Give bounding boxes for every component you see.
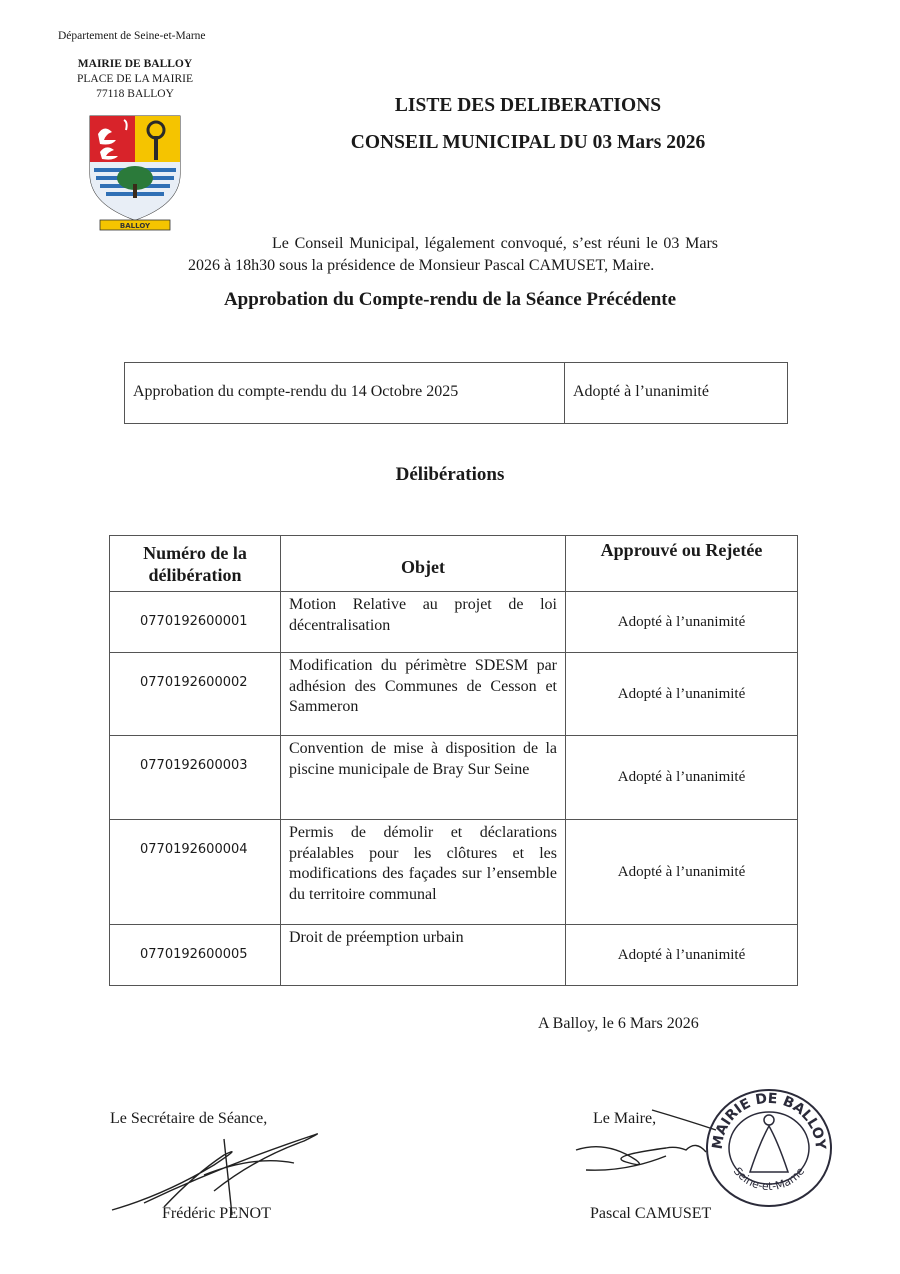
- secretary-name: Frédéric PENOT: [162, 1205, 271, 1222]
- column-header-number: Numéro de la délibération: [110, 536, 281, 592]
- deliberation-object: Modification du périmètre SDESM par adhésion des Communes de Cesson et Sammeron: [281, 653, 566, 736]
- deliberations-heading: Délibérations: [395, 464, 505, 485]
- mairie-name: MAIRIE DE BALLOY: [77, 58, 193, 70]
- svg-text:Seine-et-Marne: [731, 1165, 807, 1193]
- mairie-stamp-icon: [700, 1082, 838, 1212]
- secretary-signature-icon: [104, 1115, 334, 1225]
- deliberation-object: Droit de préemption urbain: [281, 925, 566, 986]
- column-header-result: Approuvé ou Rejetée: [566, 536, 798, 592]
- table-header-row: [110, 536, 798, 592]
- deliberation-result: Adopté à l’unanimité: [566, 925, 798, 986]
- table-row: [110, 820, 798, 925]
- balloy-crest-icon: [86, 112, 186, 234]
- deliberation-result: Adopté à l’unanimité: [566, 820, 798, 925]
- stamp-bottom-text: Seine-et-Marne: [730, 1164, 808, 1194]
- deliberation-number: 0770192600003: [110, 736, 281, 820]
- stamp-top-text: MAIRIE DE BALLOY: [709, 1090, 829, 1151]
- deliberation-object: Motion Relative au projet de loi décentralisation: [281, 592, 566, 653]
- column-header-object: Objet: [281, 536, 566, 592]
- table-row: [110, 736, 798, 820]
- intro-paragraph: Le Conseil Municipal, légalement convoqué, s’est réuni le 03 Mars 2026 à 18h30 sous la présidence de Monsieur Pascal CAMUSET, Maire.: [188, 235, 718, 274]
- approval-table: [124, 362, 788, 424]
- table-row: [110, 925, 798, 986]
- svg-text:MAIRIE DE BALLOY: [710, 1091, 829, 1151]
- deliberation-object: Convention de mise à disposition de la piscine municipale de Bray Sur Seine: [281, 736, 566, 820]
- deliberation-number: 0770192600005: [110, 925, 281, 986]
- department-label: Département de Seine-et-Marne: [58, 30, 206, 42]
- table-row: [110, 592, 798, 653]
- approval-item: Approbation du compte-rendu du 14 Octobre 2025: [125, 363, 565, 423]
- address-line-2: 77118 BALLOY: [96, 88, 174, 100]
- mayor-name: Pascal CAMUSET: [590, 1205, 712, 1222]
- approval-heading: Approbation du Compte-rendu de la Séance Précédente: [223, 289, 677, 310]
- table-row: [110, 653, 798, 736]
- signing-date: A Balloy, le 6 Mars 2026: [538, 1015, 699, 1032]
- deliberations-table: [109, 535, 798, 986]
- mayor-label: Le Maire,: [593, 1110, 657, 1127]
- deliberation-result: Adopté à l’unanimité: [566, 736, 798, 820]
- address-line-1: PLACE DE LA MAIRIE: [77, 73, 193, 85]
- deliberation-number: 0770192600004: [110, 820, 281, 925]
- crest-banner-text: BALLOY: [119, 222, 151, 230]
- mairie-address: [60, 57, 210, 102]
- page-subtitle: CONSEIL MUNICIPAL DU 03 Mars 2026: [350, 132, 706, 153]
- approval-result: Adopté à l’unanimité: [573, 383, 709, 400]
- deliberation-object: Permis de démolir et déclarations préalables pour les clôtures et les modifications des façades sur l’ensemble du territoire communal: [281, 820, 566, 925]
- page-title: LISTE DES DELIBERATIONS: [394, 95, 662, 116]
- secretary-label: Le Secrétaire de Séance,: [110, 1110, 268, 1127]
- deliberation-result: Adopté à l’unanimité: [566, 653, 798, 736]
- deliberation-number: 0770192600002: [110, 653, 281, 736]
- deliberation-number: 0770192600001: [110, 592, 281, 653]
- deliberation-result: Adopté à l’unanimité: [566, 592, 798, 653]
